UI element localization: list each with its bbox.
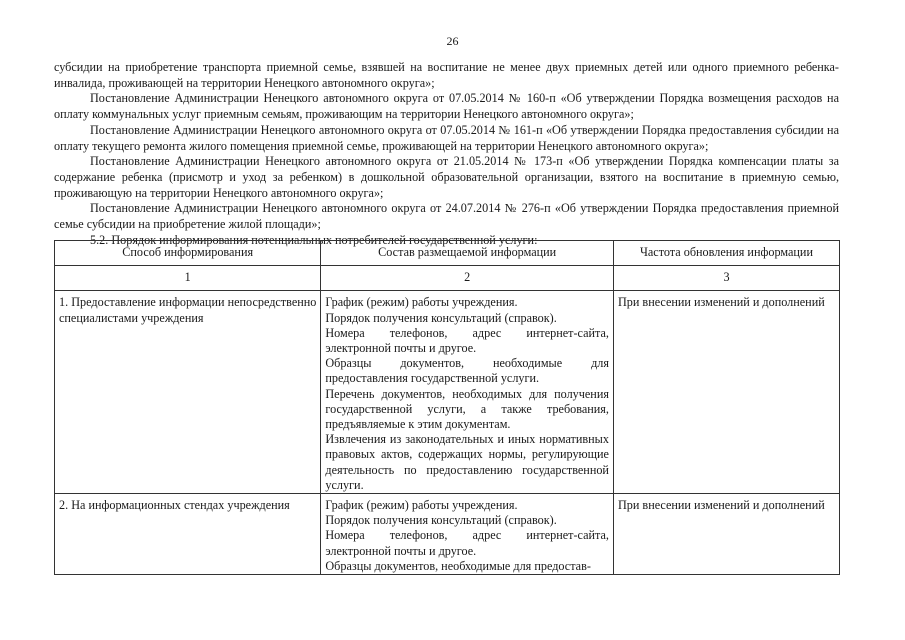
content-item: График (режим) работы учреждения. bbox=[325, 498, 518, 513]
column-header: Частота обновления информации bbox=[613, 241, 839, 266]
column-number: 3 bbox=[613, 266, 839, 291]
information-table bbox=[54, 240, 840, 575]
content-cell bbox=[321, 494, 614, 575]
content-item: Извлечения из законодательных и иных нормативных правовых актов, содержащих нормы, регулирующие деятельность по предоставлению государственной услуги. bbox=[325, 432, 609, 492]
column-header: Способ информирования bbox=[55, 241, 321, 266]
content-item: Порядок получения консультаций (справок). bbox=[325, 310, 557, 325]
paragraph: Постановление Администрации Ненецкого автономного округа от 21.05.2014 № 173-п «Об утверждении Порядка компенсации платы за содержание ребенка (присмотр и уход за ребенком) в дошкольной образовательной организации, взятого на воспитание в приемную семью, проживающую на территории Ненецкого автономного округа»; bbox=[54, 154, 839, 200]
content-cell bbox=[321, 291, 614, 494]
paragraph: субсидии на приобретение транспорта приемной семье, взявшей на воспитание не менее двух приемных детей или одного приемного ребенка-инвалида, проживающей на территории Ненецкого автономного округа»; bbox=[54, 60, 839, 90]
frequency-cell: При внесении изменений и дополнений bbox=[613, 291, 839, 494]
column-number: 2 bbox=[321, 266, 614, 291]
document-body bbox=[54, 60, 839, 248]
column-number: 1 bbox=[55, 266, 321, 291]
content-item: Перечень документов, необходимых для получения государственной услуги, а также требования, предъявляемые к этим документам. bbox=[325, 386, 609, 432]
table-header-row bbox=[55, 241, 840, 266]
paragraph: Постановление Администрации Ненецкого автономного округа от 24.07.2014 № 276-п «Об утверждении Порядка предоставления приемной семье субсидии на приобретение жилой площади»; bbox=[54, 201, 839, 232]
method-cell: 2. На информационных стендах учреждения bbox=[55, 494, 321, 575]
paragraph: Постановление Администрации Ненецкого автономного округа от 07.05.2014 № 161-п «Об утверждении Порядка предоставления субсидии на оплату текущего ремонта жилого помещения приемной семье, проживающей на территории Ненецкого автономного округа»; bbox=[54, 122, 839, 153]
table-row bbox=[55, 494, 840, 575]
content-item: Номера телефонов, адрес интернет-сайта, электронной почты и другое. bbox=[325, 528, 609, 558]
paragraph: Постановление Администрации Ненецкого автономного округа от 07.05.2014 № 160-п «Об утверждении Порядка возмещения расходов на оплату коммунальных услуг приемным семьям, проживающим на территории Ненецкого автономного округа»; bbox=[54, 91, 839, 122]
section-heading: 5.2. Порядок информирования потенциальных потребителей государственной услуги: bbox=[90, 232, 538, 247]
page-number: 26 bbox=[446, 34, 459, 48]
column-header: Состав размещаемой информации bbox=[321, 241, 614, 266]
table-row bbox=[55, 291, 840, 494]
content-item: Номера телефонов, адрес интернет-сайта, электронной почты и другое. bbox=[325, 325, 609, 356]
method-cell: 1. Предоставление информации непосредственно специалистами учреждения bbox=[55, 291, 321, 494]
frequency-cell: При внесении изменений и дополнений bbox=[613, 494, 839, 575]
content-item: График (режим) работы учреждения. bbox=[325, 295, 518, 310]
content-item: Образцы документов, необходимые для предоставления государственной услуги. bbox=[325, 356, 609, 386]
content-item: Порядок получения консультаций (справок). bbox=[325, 513, 557, 528]
content-item: Образцы документов, необходимые для предостав- bbox=[325, 558, 591, 573]
table-number-row bbox=[55, 266, 840, 291]
